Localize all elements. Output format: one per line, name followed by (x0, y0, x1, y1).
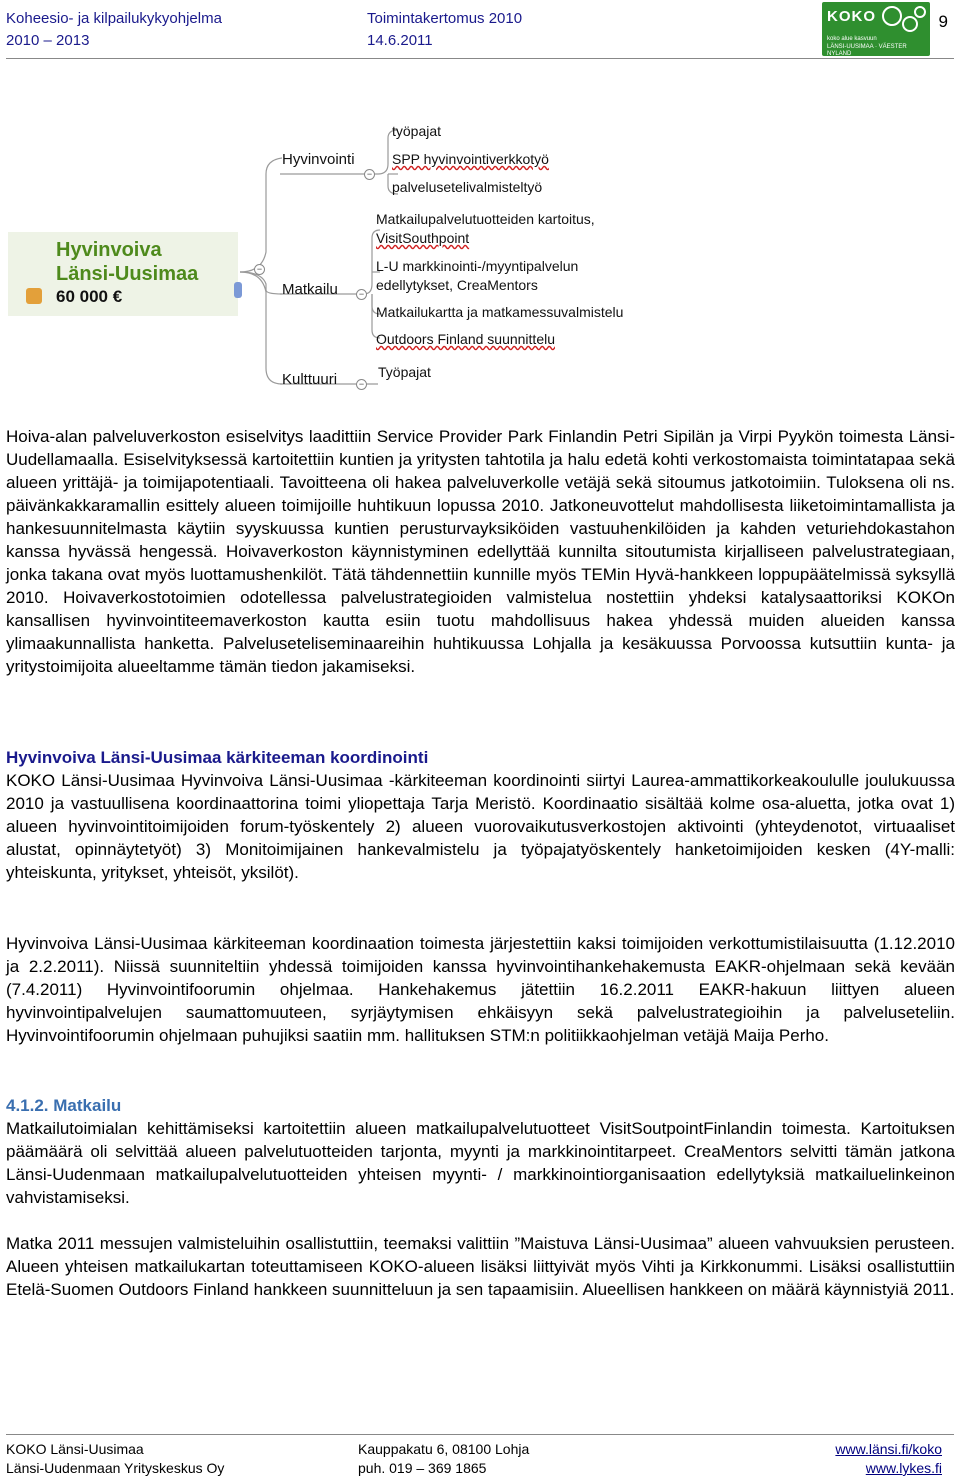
leaf-outdoors-text: Outdoors Finland suunnittelu (376, 331, 555, 347)
leaf-spp-text: SPP hyvinvointiverkkotyö (392, 151, 549, 167)
paragraph-koordinointi: KOKO Länsi-Uusimaa Hyvinvoiva Länsi-Uusimaa -kärkiteeman koordinointi siirtyi Laurea-ammattikorkeakoululle joulukuussa 2010 ja vastuullisena koordinaattorina toimi yliopettaja Tarja Meristö. Koordinaatio sisältää kolme osa-aluetta, jotka ovat 1) alueen hyvinvointitoimijoiden forum-työskentely 2) alueen vuorovaikutusverkostojen aktivointi (yhteydenotot, virtuaaliset alustat, opinnäytetyöt) 3) Monitoimijainen hankevalmistelu ja työpajatyöskentely hanketoimijoiden kesken (4Y-malli: yhteiskunta, yritykset, yhteisöt, yksilöt). (6, 771, 955, 882)
leaf-outdoors (376, 330, 555, 348)
page-number: 9 (938, 12, 948, 31)
header-program (6, 8, 222, 52)
connector-hyvinvointi (240, 158, 282, 272)
mindmap-root (8, 232, 238, 316)
footer-links (835, 1440, 942, 1478)
branch-hyvinvointi: Hyvinvointi (282, 151, 355, 168)
leaf-creamentors: edellytykset, CreaMentors (376, 277, 538, 293)
report-title: Toimintakertomus 2010 (367, 10, 523, 27)
root-title-line1: Hyvinvoiva (56, 239, 162, 261)
leaf-spp (392, 150, 549, 168)
thermometer-icon (234, 282, 242, 298)
logo-circle (902, 16, 918, 32)
leaf-visitsouthpoint-text: VisitSouthpoint (376, 230, 470, 246)
paragraph-hoiva: Hoiva-alan palveluverkoston esiselvitys laadittiin Service Provider Park Finlandin Petri Sipilän ja Virpi Pyykön toimesta Länsi-Uudellamaalla. Esiselvityksessä kartoitettiin kuntien ja yritysten tahtotila ja halu edetä kohti verkostomaista toimintatapaa sekä alueen yrittäjä- ja toimijapotentiaali. Tavoitteena oli hakea palveluverkolle vetäjä sekä sitoumus jatkotoimiin. Tuloksena oli ns. päivänkakkaramallin esittely alueen toimijoille huhtikuun lopussa 2010. Jatkoneuvottelut mahdollisesta liiketoimintamallista ja hankesuunnitelmasta käytiin syyskuussa kuntien perusturvayksiköiden vastuuhenkilöiden ja kahden veturiehdokastahon kanssa hyvässä hengessä. Hoivaverkoston käynnistyminen edellyttää kunnilta sitoutumista kirjalliseen palvelustrategiaan, jonka takana ovat myös luottamushenkilöt. Tätä tähdennettiin kunnille myös TEMin Hyvä-hankkeen loppupäätelmissä syksyllä 2010. Hoivaverkostotoimien odotellessa palvelustrategioiden valmistelua nostettiin yhdeksi katalysaattoriksi KOKOn kansallisen hyvinvointiteemaverkoston kautta esiin tuotu mahdollisuus hakea yhdessä muiden alueiden kanssa ylimaakunnallista hanketta. Palveluseteliseminaareihin huhtikuussa Lohjalla ja kesäkuussa Porvoossa kutsuttiin kunta- ja yritystoimijoita alueeltamme tämän tiedon jakamiseksi. (6, 427, 955, 676)
footer-company: Länsi-Uudenmaan Yrityskeskus Oy (6, 1460, 225, 1476)
logo-tagline: koko alue kasvuun (827, 36, 877, 42)
leaf-kartoitus: Matkailupalvelutuotteiden kartoitus, (376, 211, 595, 227)
leaf-palveluseteli: palvelusetelivalmisteltyö (392, 179, 543, 195)
footer-address: Kauppakatu 6, 08100 Lohja (358, 1441, 530, 1457)
connector-matkailu (240, 272, 282, 294)
report-date: 14.6.2011 (367, 32, 433, 49)
leaf-visitsouthpoint (376, 229, 469, 247)
logo-brand: KOKO (827, 8, 876, 25)
header-divider (6, 58, 954, 59)
connector-kulttuuri (240, 272, 282, 384)
paragraph-matka2011: Matka 2011 messujen valmisteluihin osallistuttiin, teemaksi valittiin ”Maistuva Länsi-Uusimaa” alueen vahvuuksien perusteen. Alueen yhteisen matkailukartan toteuttamiseen KOKO-alueen lisäksi liittyivät myös Vihti ja Kirkkonummi. Lisäksi osallistuttiin Etelä-Suomen Outdoors Finland hankkeen suunnitteluun ja sen tapaamisiin. Alueellisen hankkeen on määrä käynnistyiä 2011. (6, 1234, 955, 1299)
koko-logo (822, 2, 930, 56)
logo-circle (882, 6, 902, 26)
thumbs-up-icon (26, 288, 42, 304)
branch-kulttuuri: Kulttuuri (282, 371, 338, 388)
footer-org-name: KOKO Länsi-Uusimaa (6, 1441, 144, 1457)
program-title: Koheesio- ja kilpailukykyohjelma (6, 10, 222, 27)
collapse-icon: − (364, 169, 375, 180)
mindmap-figure (0, 112, 700, 402)
leaf-tyopajat: työpajat (392, 123, 442, 139)
paragraph-verkottuminen: Hyvinvoiva Länsi-Uusimaa kärkiteeman koordinaation toimesta järjestettiin kaksi toimijoiden verkottumistilaisuutta (1.12.2010 ja 2.2.2011). Niissä suunniteltiin yhdessä toimijoiden kanssa hyvinvointihankehakemusta EAKR-ohjelmaan sekä kevään (7.4.2011) Hyvinvointifoorumin ohjelmaa. Hankehakemus jätettiin 16.2.2011 EAKR-hakuun liittyen alueen hyvinvointipalvelujen saumattomuuteen, syrjäytymisen ehkäisyyn sekä palvelustrategioihin ja palveluseteliin. Hyvinvointifoorumin ohjelmaan puhujiksi saatiin mm. hallituksen STM:n politiikkaohjelman vetäjä Maija Perho. (6, 934, 955, 1045)
header-report (367, 8, 522, 52)
koko-website-link[interactable]: www.länsi.fi/koko (835, 1441, 942, 1457)
leaf-markkinointi: L-U markkinointi-/myyntipalvelun (376, 258, 579, 274)
footer-contact (358, 1440, 529, 1478)
footer-divider (6, 1434, 954, 1435)
lykes-website-link[interactable]: www.lykes.fi (865, 1460, 942, 1476)
program-period: 2010 – 2013 (6, 32, 90, 49)
branch-matkailu: Matkailu (282, 281, 338, 298)
paragraph-matkailu: Matkailutoimialan kehittämiseksi kartoitettiin alueen matkailupalvelutuotteet VisitSoutpointFinlandin toimesta. Kartoituksen päämäärä oli selvittää alueen palvelutuotteiden tarjonta, myynti ja markkinointitarpeet. CreaMentors selvitti tämän jatkona Länsi-Uudenmaan matkailupalvelutuotteiden yhteisen myynti- / markkinointiorganisaation edellytyksiä matkailuelinkeinon vahvistamiseksi. (6, 1119, 955, 1207)
collapse-icon: − (356, 379, 367, 390)
leaf-matkailukartta: Matkailukartta ja matkamessuvalmistelu (376, 304, 624, 320)
leaf-kulttuuri-tyopajat: Työpajat (378, 364, 431, 380)
logo-circle (914, 6, 926, 18)
heading-koordinointi: Hyvinvoiva Länsi-Uusimaa kärkiteeman koordinointi (6, 748, 429, 767)
collapse-icon: − (356, 289, 367, 300)
root-budget: 60 000 € (56, 287, 123, 306)
collapse-icon: − (254, 264, 265, 275)
footer-org (6, 1440, 224, 1478)
root-title-line2: Länsi-Uusimaa (56, 263, 199, 285)
footer-phone: puh. 019 – 369 1865 (358, 1460, 487, 1476)
heading-matkailu: 4.1.2. Matkailu (6, 1096, 122, 1115)
logo-region: LÄNSI-UUSIMAA · VÄESTER NYLAND (827, 44, 907, 57)
